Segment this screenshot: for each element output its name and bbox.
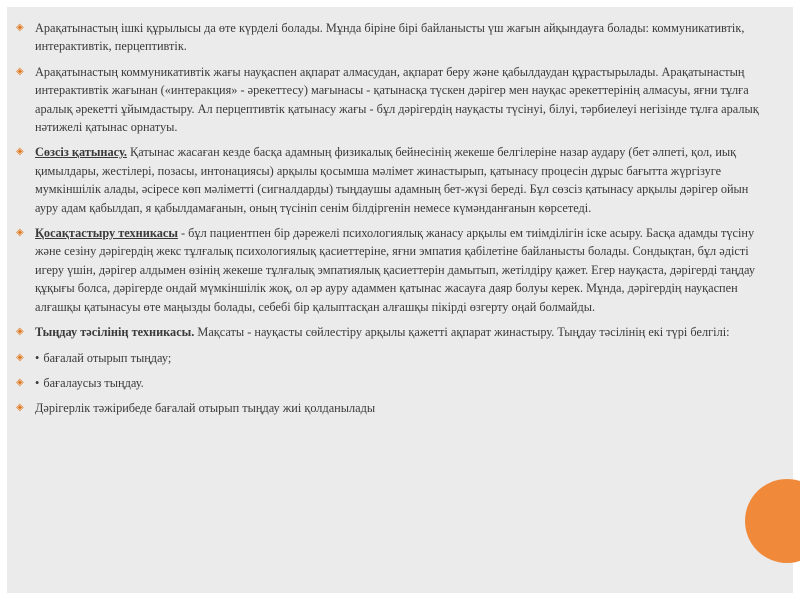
paragraph-communicative (16, 63, 773, 137)
paragraph-lead: Тыңдау тәсілінің техникасы. (35, 325, 195, 340)
paragraph-structure (16, 19, 773, 56)
paragraph-lead: Қосақтастыру техникасы (35, 226, 178, 241)
bullet-icon: ◈ (16, 227, 24, 239)
bullet-icon: ◈ (16, 376, 24, 388)
list-item-text: бағалай отырып тыңдау; (43, 350, 172, 365)
paragraph-text: Мақсаты - науқасты сөйлестіру арқылы қажетті ақпарат жинастыру. Тыңдау тәсілінің екі түрі белгілі: (194, 325, 730, 340)
bullet-icon: ◈ (16, 65, 24, 77)
paragraph-text: Арақатынастың коммуникативтік жағы науқаспен ақпарат алмасудан, ақпарат беру және қабылдаудан құрастырылады. Арақатынастың интерактивтік жағынан («интеракция» - әрекеттесу) мағынасы - қатынасқа түскен дәрігер мен науқас әрекеттерінің алмасуы, яғни тұлға аралық әрекетті ұйымдастыру. Ал перцептивтік қатынасу жағы - бұл дәрігердің науқасты түсінуі, білуі, тәрбиелеуі негізінде тұлға аралық нәтижелі қатынас орнатуы. (35, 64, 759, 135)
paragraph-conclusion (16, 399, 773, 417)
paragraph-nonverbal (16, 143, 773, 217)
paragraph-listening (16, 323, 773, 341)
bullet-icon: ◈ (16, 22, 24, 33)
dot-icon: • (35, 350, 40, 365)
paragraph-technique (16, 224, 773, 316)
slide-content (16, 19, 773, 425)
list-item-text: бағалаусыз тыңдау. (43, 375, 144, 390)
slide (7, 7, 793, 593)
paragraph-text: - бұл пациентпен бір дәрежелі психологиялық жанасу арқылы ем тиімділігін іске асыру. Басқа адамды түсіну және сезіну дәрігердің жекс тұлғалық психологиялық қасиеттеріне, яғни эмпатия қабілетіне байланысты болады. Сондықтан, бұл әдісті игеру үшін, дәрігер алдымен өзінің жекеше тұлғалық эмпатиялық қасиеттерін дамытып, жетілдіру қажет. Егер науқаста, дәрігерді таңдау құқығы болса, дәрігерде ондай мүмкіншілік жоқ, ол әр ауру адаммен қатынас жасауға даяр болуы керек. Мұнда, дәрігердің науқаспен алғашқы қатынасуы өте маңызды болады, себебі бір қалыптасқан алғашқы пікірді өзгерту оңай болмайды. (35, 226, 755, 314)
paragraph-text: Қатынас жасаған кезде басқа адамның физикалық бейнесінің жекеше белгілеріне назар аудару (бет әлпеті, қол, иық қимылдары, жестілері, позасы, интонациясы) арқылы қосымша мәлімет жинастырып, қатынасу процесін дұрыс бағытта жүргізуге мумкіншілік алады, әсіресе көп мәліметті (сигналдарды) тыңдаушы адамның бет-жүзі береді. Бұл сөзсіз қатынасу арқылы дәрігер ойын ауру адам қабылдап, я қабылдамағанын, оның түсініп сенім білдіргенін немесе күмәнданғанын көрсетеді. (35, 145, 749, 215)
list-item-nonevaluative (16, 374, 773, 392)
bullet-icon: ◈ (16, 351, 24, 363)
bullet-icon: ◈ (16, 326, 24, 338)
list-item-evaluative (16, 349, 773, 367)
bullet-icon: ◈ (16, 402, 24, 414)
decorative-circle (745, 479, 800, 563)
paragraph-text: Дәрігерлік тәжірибеде бағалай отырып тыңдау жиі қолданылады (35, 401, 376, 416)
bullet-icon: ◈ (16, 146, 24, 158)
dot-icon: • (35, 375, 40, 390)
paragraph-text: Арақатынастың ішкі құрылысы да өте күрделі болады. Мұнда біріне бірі байланысты үш жағын айқындауға болады: коммуникативтік, интерактивтік, перцептивтік. (35, 21, 745, 54)
paragraph-lead: Сөзсіз қатынасу. (35, 145, 127, 160)
